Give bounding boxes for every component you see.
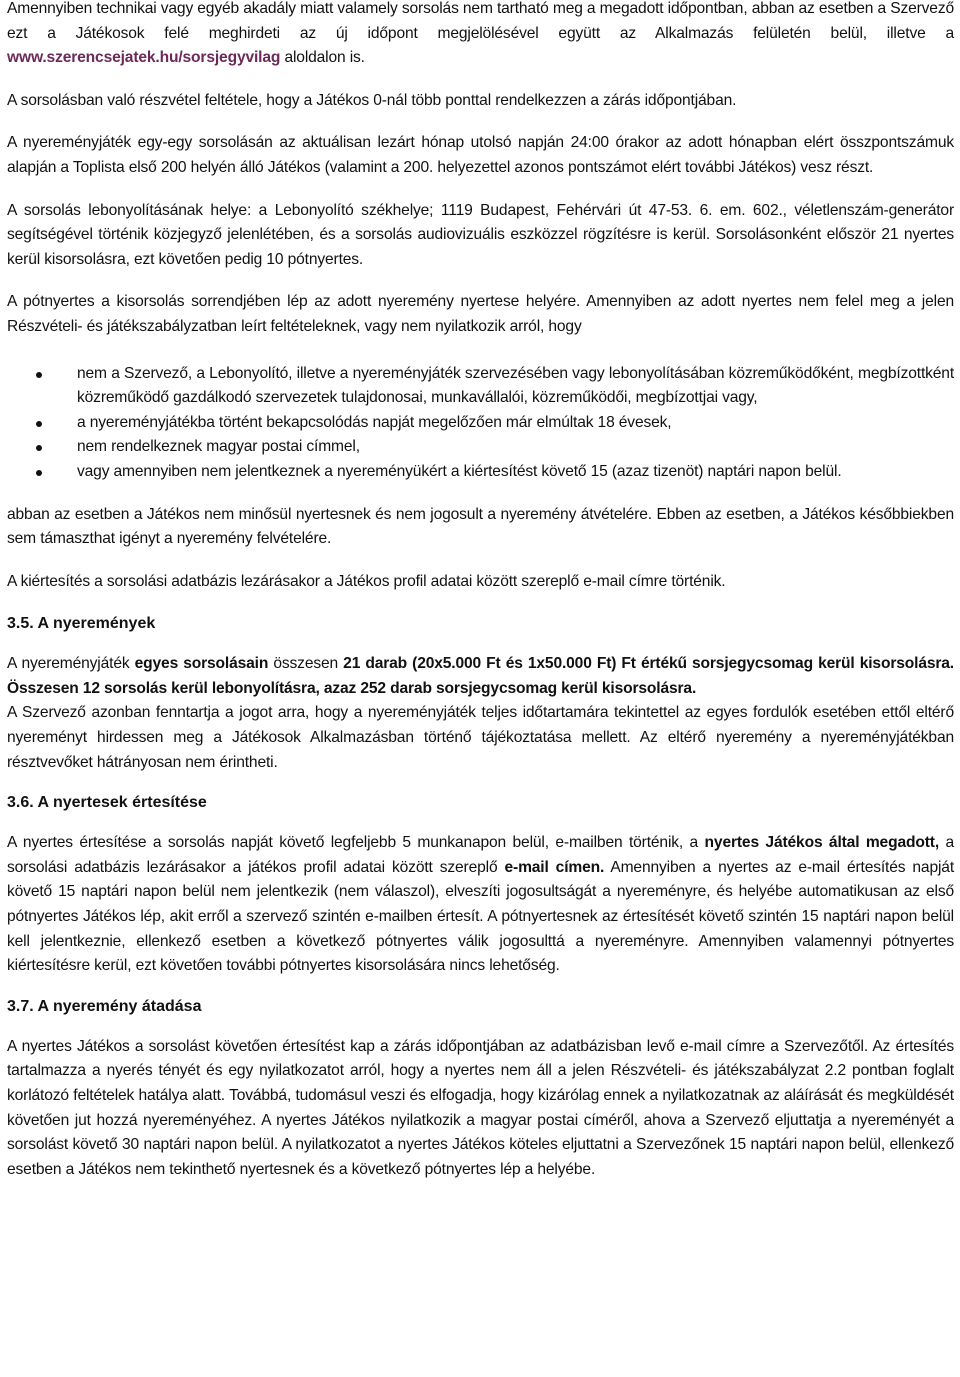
section-3-6-heading: 3.6. A nyertesek értesítése <box>7 794 207 812</box>
bullet-icon <box>36 470 42 476</box>
section-3-5-heading: 3.5. A nyeremények <box>7 615 156 633</box>
list-item: a nyereményjátékba történt bekapcsolódás napját megelőzően már elmúltak 18 évesek, <box>7 411 954 436</box>
winner-notification-paragraph: A nyertes értesítése a sorsolás napját követő legfeljebb 5 munkanapon belül, e-mailben történik, a nyertes Játékos által megadott, a sorsolási adatbázis lezárásakor a játékos profil adatai között szereplő e-mail címen. Amennyiben a nyertes az e-mail értesítés napját követő 15 naptári napon belül nem jelentkezik (nem válaszol), elveszíti jogosultságát a nyereményre, és helyébe automatikusan az első pótnyertes Játékos lép, akit erről a szervező szintén e-mailben értesít. A pótnyertesnek az értesítését követő szintén 15 naptári napon belül kell jelentkeznie, ellenkező esetben a következő pótnyertes válik jogosulttá a nyereményre. Amennyiben valamennyi pótnyertes kiértesítésre kerül, ezt követően további pótnyertes kisorsolására nincs lehetőség. <box>7 834 954 975</box>
list-item: nem a Szervező, a Lebonyolító, illetve a nyereményjáték szervezésében vagy lebonyolításában közreműködőként, megbízottként közreműködő gazdálkodó szervezetek tulajdonosai, munkavállalói, közreműködői, megbízottjai vagy, <box>7 362 954 411</box>
bullet-icon <box>36 421 42 427</box>
participation-condition-paragraph: A sorsolásban való részvétel feltétele, hogy a Játékos 0-nál több ponttal rendelkezzen a zárás időpontjában. <box>7 91 737 109</box>
list-item: nem rendelkeznek magyar postai címmel, <box>7 435 954 460</box>
draw-location-paragraph: A sorsolás lebonyolításának helye: a Lebonyolító székhelye; 1119 Budapest, Fehérvári út 47-53. 6. em. 602., véletlenszám-generátor segítségével történik közjegyző jelenlétében, és a sorsolás audiovizuális eszközzel rögzítésre is kerül. Sorsolásonként először 21 nyertes kerül kisorsolásra, ezt követően pedig 10 pótnyertes. <box>7 201 954 268</box>
bullet-icon <box>36 372 42 378</box>
bullet-icon <box>36 445 42 451</box>
not-winner-paragraph: abban az esetben a Játékos nem minősül nyertesnek és nem jogosult a nyeremény átvételére. Ebben az esetben, a Játékos későbbiekben sem támaszthat igényt a nyeremény felvételére. <box>7 505 954 548</box>
substitute-winner-paragraph: A pótnyertes a kisorsolás sorrendjében lép az adott nyeremény nyertese helyére. Amennyiben az adott nyertes nem felel meg a jelen Részvételi- és játékszabályzatban leírt feltételeknek, vagy nem nyilatkozik arról, hogy <box>7 293 954 335</box>
draw-participants-paragraph: A nyereményjáték egy-egy sorsolásán az aktuálisan lezárt hónap utolsó napján 24:00 órakor az adott hónapban elért összpontszámuk alapján a Toplista első 200 helyén álló Játékos (valamint a 200. helyezettel azonos pontszámot elért további Játékos) vesz részt. <box>7 134 954 176</box>
intro-text: Amennyiben technikai vagy egyéb akadály miatt valamely sorsolás nem tartható meg a megadott időpontban, abban az esetben a Szervező ezt a Játékosok felé meghirdeti az új időpont megjelölésével együtt az Alkalmazás felületén belül, illetve a <box>7 0 954 42</box>
organizer-rights-paragraph: A Szervező azonban fenntartja a jogot arra, hogy a nyereményjáték teljes időtartamára tekintettel az egyes fordulók esetében ettől eltérő nyereményt hirdessen meg a Játékosok Alkalmazásban történő tájékoztatása mellett. Az eltérő nyeremény a nyereményjátékban résztvevőket hátrányosan nem érintheti. <box>7 704 954 771</box>
list-item: vagy amennyiben nem jelentkeznek a nyereményükért a kiértesítést követő 15 (azaz tizenöt) naptári napon belül. <box>7 460 954 485</box>
notification-email-paragraph: A kiértesítés a sorsolási adatbázis lezárásakor a Játékos profil adatai között szereplő e-mail címre történik. <box>7 572 726 590</box>
prize-handover-paragraph: A nyertes Játékos a sorsolást követően értesítést kap a zárás időpontjában az adatbázisban levő e-mail címre a Szervezőtől. Az értesítés tartalmazza a nyerés tényét és egy nyilatkozatot arról, hogy a nyertes nem áll a jelen Részvételi- és játékszabályzat 2.2 pontban foglalt korlátozó feltételek hatálya alatt. Továbbá, tudomásul veszi és elfogadja, hogy kizárólag ennek a nyilatkozatnak az aláírását és megküldését követően jut hozzá nyereményéhez. A nyertes Játékos nyilatkozik a magyar postai címéről, ahova a Szervező eljuttatja a nyereményét a sorsolást követő 30 naptári napon belül. A nyilatkozatot a nyertes Játékos köteles eljuttatni a Szervezőnek 15 naptári napon belül, ellenkező esetben a Játékos nem tekinthető nyertesnek és a következő pótnyertes lép a helyébe. <box>7 1037 954 1178</box>
intro-paragraph-1 <box>7 0 954 71</box>
prizes-paragraph: A nyereményjáték egyes sorsolásain összesen 21 darab (20x5.000 Ft és 1x50.000 Ft) Ft értékű sorsjegycsomag kerül kisorsolásra. Összesen 12 sorsolás kerül lebonyolításra, azaz 252 darab sorsjegycsomag kerül kisorsolásra. <box>7 655 954 697</box>
section-3-7-heading: 3.7. A nyeremény átadása <box>7 997 202 1015</box>
exclusion-list <box>7 362 954 485</box>
intro-tail-text: aloldalon is. <box>284 49 365 67</box>
sorsjegyvilag-link[interactable]: www.szerencsejatek.hu/sorsjegyvilag <box>7 49 281 67</box>
